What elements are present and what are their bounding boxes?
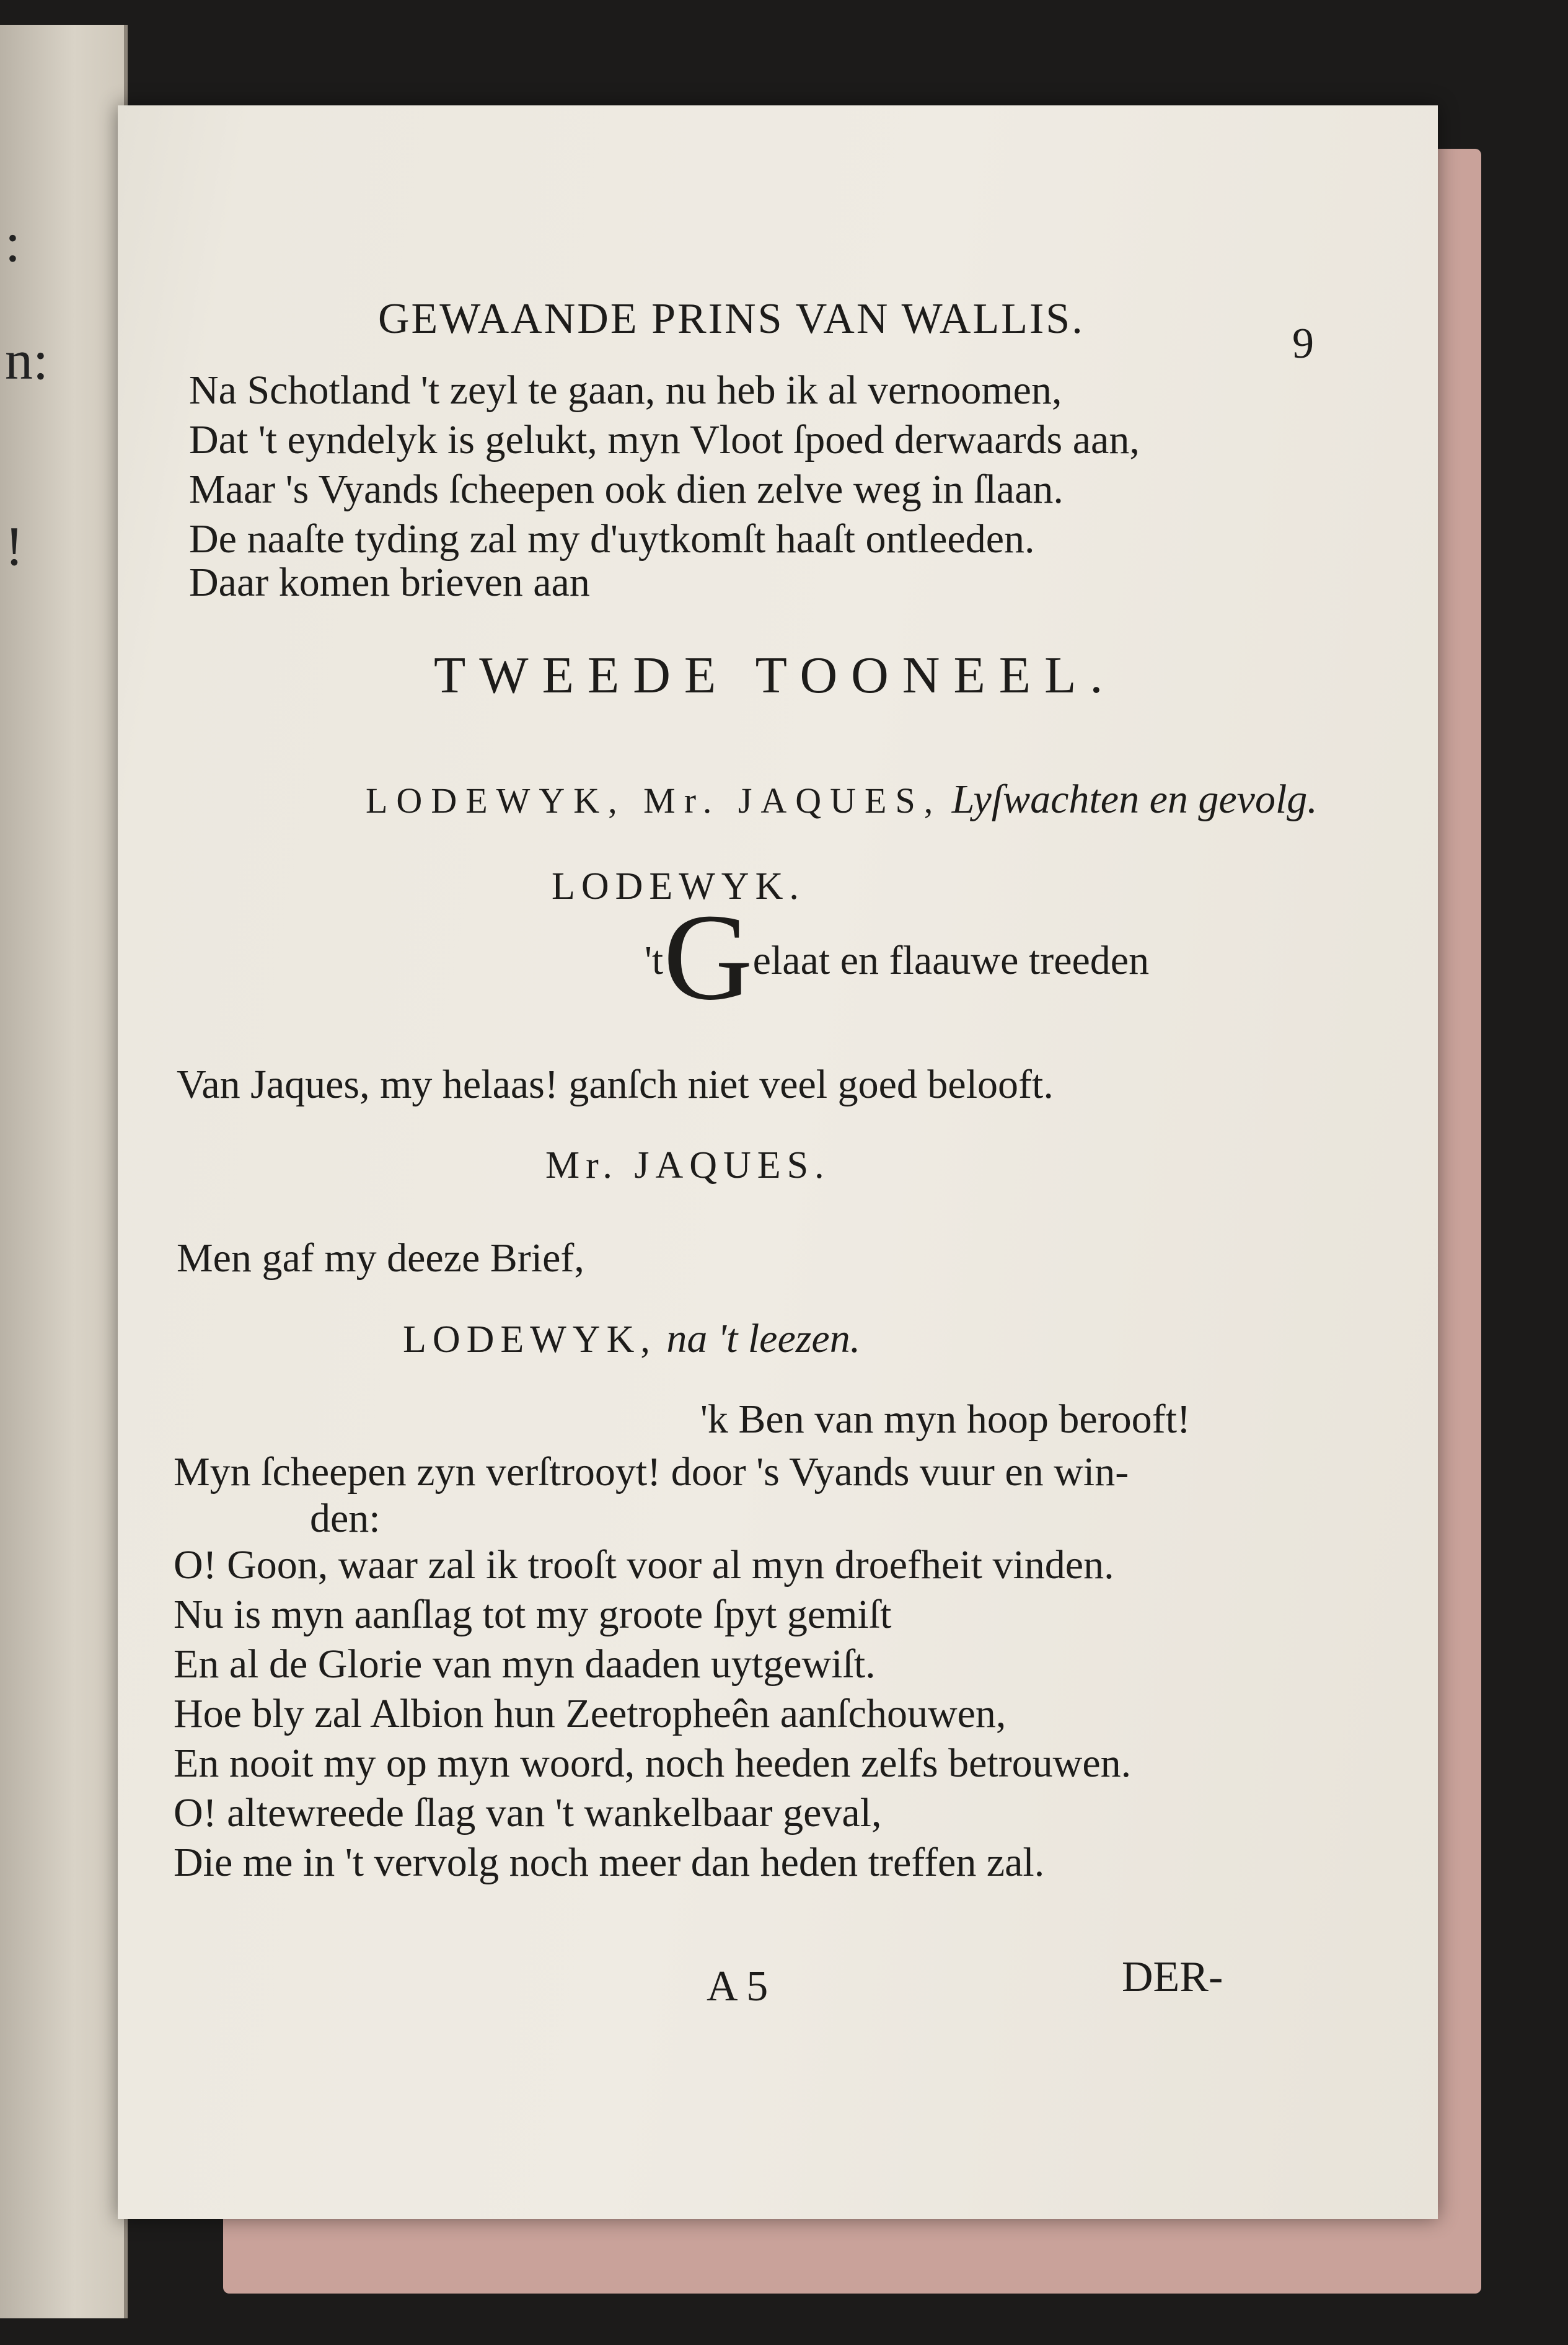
speech-prefix: 't bbox=[645, 938, 664, 983]
cast-line bbox=[366, 775, 1318, 826]
speech-line: Hoe bly zal Albion hun Zeetropheên aanſchouwen, bbox=[174, 1691, 1006, 1736]
book-page bbox=[118, 105, 1438, 2219]
speech-line bbox=[645, 889, 1150, 1026]
speech-line: Myn ſcheepen zyn verſtrooyt! door 's Vyands vuur en win- bbox=[174, 1449, 1129, 1495]
scene-heading: TWEEDE TOONEEL. bbox=[434, 647, 1117, 704]
speaker-name: LODEWYK. bbox=[552, 865, 805, 908]
stage-direction: na 't leezen. bbox=[666, 1316, 861, 1361]
verse-line: Na Schotland 't zeyl te gaan, nu heb ik al vernoomen, bbox=[189, 368, 1062, 413]
speaker-line bbox=[403, 1314, 860, 1364]
drop-cap: G bbox=[663, 889, 753, 1026]
cast-names: LODEWYK, Mr. JAQUES, bbox=[366, 780, 942, 821]
left-page-fragment: n: bbox=[5, 330, 49, 391]
signature-mark: A 5 bbox=[707, 1963, 769, 2010]
speaker-name: Mr. JAQUES. bbox=[545, 1144, 830, 1186]
speech-line: den: bbox=[310, 1496, 381, 1541]
page-number: 9 bbox=[1292, 320, 1314, 368]
speech-line: O! altewreede ſlag van 't wankelbaar geval, bbox=[174, 1790, 882, 1835]
speech-line: Nu is myn aanſlag tot my groote ſpyt gemiſt bbox=[174, 1592, 892, 1637]
speech-text: elaat en flaauwe treeden bbox=[752, 938, 1150, 983]
catchword: DER- bbox=[1122, 1953, 1223, 2001]
verse-line: Daar komen brieven aan bbox=[189, 560, 590, 605]
speech-line: En nooit my op myn woord, noch heeden zelfs betrouwen. bbox=[174, 1741, 1132, 1786]
speech-line: 'k Ben van myn hoop berooft! bbox=[700, 1397, 1191, 1442]
speech-line: En al de Glorie van myn daaden uytgewiſt. bbox=[174, 1641, 876, 1687]
left-page-edge bbox=[0, 25, 128, 2318]
verse-line: Maar 's Vyands ſcheepen ook dien zelve weg in ſlaan. bbox=[189, 467, 1064, 512]
running-title: GEWAANDE PRINS VAN WALLIS. bbox=[378, 295, 1085, 343]
speech-line: Men gaf my deeze Brief, bbox=[177, 1235, 584, 1281]
verse-line: De naaſte tyding zal my d'uytkomſt haaſt ontleeden. bbox=[189, 516, 1035, 562]
left-page-fragment: ! bbox=[5, 516, 24, 577]
left-page-fragment: : bbox=[5, 212, 21, 273]
verse-line: Dat 't eyndelyk is gelukt, myn Vloot ſpoed derwaards aan, bbox=[189, 417, 1140, 462]
speech-line: O! Goon, waar zal ik trooſt voor al myn droefheit vinden. bbox=[174, 1542, 1114, 1588]
speaker-name: LODEWYK, bbox=[403, 1318, 656, 1361]
cast-extra: Lyſwachten en gevolg. bbox=[951, 777, 1318, 822]
speech-line: Die me in 't vervolg noch meer dan heden treffen zal. bbox=[174, 1840, 1045, 1885]
speech-line: Van Jaques, my helaas! ganſch niet veel goed belooft. bbox=[177, 1062, 1054, 1107]
